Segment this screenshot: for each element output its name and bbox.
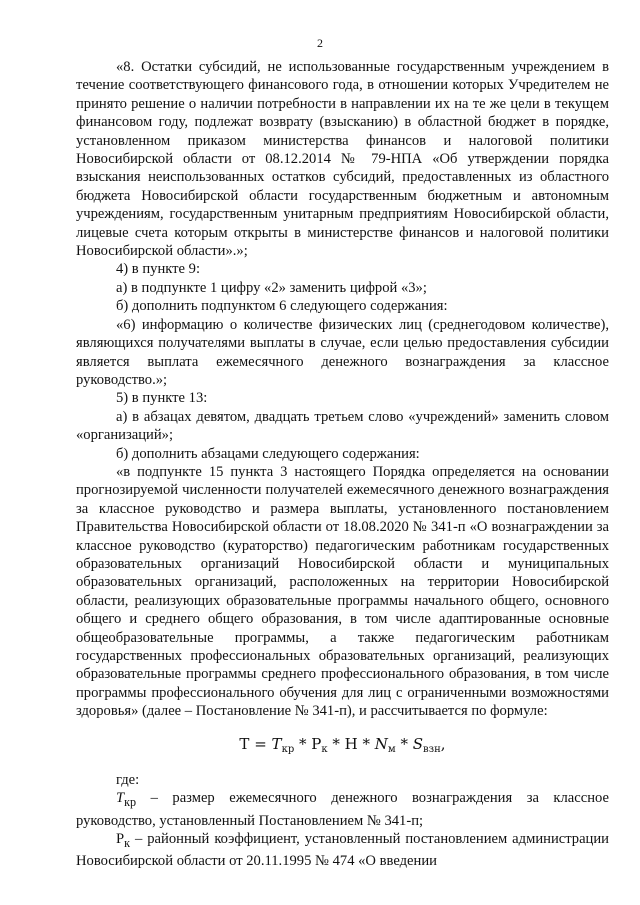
formula-term: N bbox=[374, 734, 388, 753]
definition-text: – размер ежемесячного денежного вознаграждения за классное руководство, установленный Постановлением № 341-п; bbox=[76, 790, 609, 829]
formula bbox=[76, 735, 609, 759]
paragraph: 4) в пункте 9: bbox=[116, 261, 201, 278]
formula-operator: * bbox=[395, 734, 413, 753]
paragraph: а) в подпункте 1 цифру «2» заменить цифрой «3»; bbox=[116, 279, 427, 296]
formula-subscript: к bbox=[321, 743, 328, 755]
paragraph: 5) в пункте 13: bbox=[116, 390, 208, 407]
formula-subscript: кр bbox=[281, 743, 295, 755]
formula-lhs: T bbox=[239, 734, 250, 753]
formula-operator: * bbox=[357, 734, 375, 753]
formula-term: Н bbox=[344, 734, 358, 753]
definition-symbol: Р bbox=[116, 831, 125, 848]
formula-equals: = bbox=[249, 734, 272, 753]
definition-text: – районный коэффициент, установленный постановлением администрации Новосибирской области от 20.11.1995 № 474 «О введении bbox=[76, 831, 609, 870]
document-body bbox=[76, 58, 609, 871]
definition-subscript: кр bbox=[124, 795, 137, 810]
formula-term: S bbox=[412, 734, 424, 753]
formula-term: Р bbox=[311, 734, 322, 753]
formula-subscript: м bbox=[387, 743, 396, 755]
formula-operator: * bbox=[327, 734, 345, 753]
formula-term: T bbox=[271, 734, 282, 753]
definition-subscript: к bbox=[124, 836, 131, 851]
formula-subscript: взн bbox=[423, 743, 441, 755]
paragraph: «8. Остатки субсидий, не использованные государственным учреждением в течение соответствующего финансового года, в отношении которых Учредителем не принято решение о наличии потребности в направлении их на те же цели в текущем финансовом году, подлежат возврату (взысканию) в областной бюджет в порядке, установленном приказом министерства финансов и налоговой политики Новосибирской области от 08.12.2014 № 79-НПА «Об утверждении порядка взыскания неиспользованных остатков субсидий, предоставленных из областного бюджета Новосибирской области государственным бюджетным и автономным учреждениям, государственным унитарным предприятиям Новосибирской области, лицевые счета которым открыты в министерстве финансов и налоговой политики Новосибирской области».»; bbox=[76, 59, 609, 260]
formula-operator: * bbox=[294, 734, 312, 753]
page-number: 2 bbox=[317, 36, 323, 50]
definition bbox=[76, 789, 609, 830]
paragraph: а) в абзацах девятом, двадцать третьем слово «учреждений» заменить словом «организаций»; bbox=[76, 408, 609, 444]
definition bbox=[76, 830, 609, 871]
where-label: где: bbox=[116, 772, 140, 789]
paragraph: б) дополнить подпунктом 6 следующего содержания: bbox=[116, 298, 448, 315]
paragraph: б) дополнить абзацами следующего содержания: bbox=[116, 445, 420, 462]
paragraph: «в подпункте 15 пункта 3 настоящего Порядка определяется на основании прогнозируемой численности получателей ежемесячного денежного вознаграждения за классное руководство и размера выплаты, установленного постановлением Правительства Новосибирской области от 18.08.2020 № 341-п «О вознаграждении за классное руководство (кураторство) педагогическим работникам государственных образовательных организаций Новосибирской области и муниципальных образовательных организаций, расположенных на территории Новосибирской области, реализующих образовательные программы начального общего, основного общего и среднего общего образования, в том числе адаптированные основные общеобразовательные программы, а также педагогическим работникам государственных профессиональных образовательных организаций, реализующих образовательные программы среднего профессионального образования, в том числе программы профессионального обучения для лиц с ограниченными возможностями здоровья» (далее – Постановление № 341-п), и рассчитывается по формуле: bbox=[76, 463, 609, 720]
paragraph: «6) информацию о количестве физических лиц (среднегодовом количестве), являющихся получателями выплаты в случае, если целью предоставления субсидии является выплата ежемесячного денежного вознаграждения за классное руководство.»; bbox=[76, 316, 609, 388]
formula-tail: , bbox=[440, 734, 446, 753]
definition-symbol: T bbox=[116, 790, 125, 807]
